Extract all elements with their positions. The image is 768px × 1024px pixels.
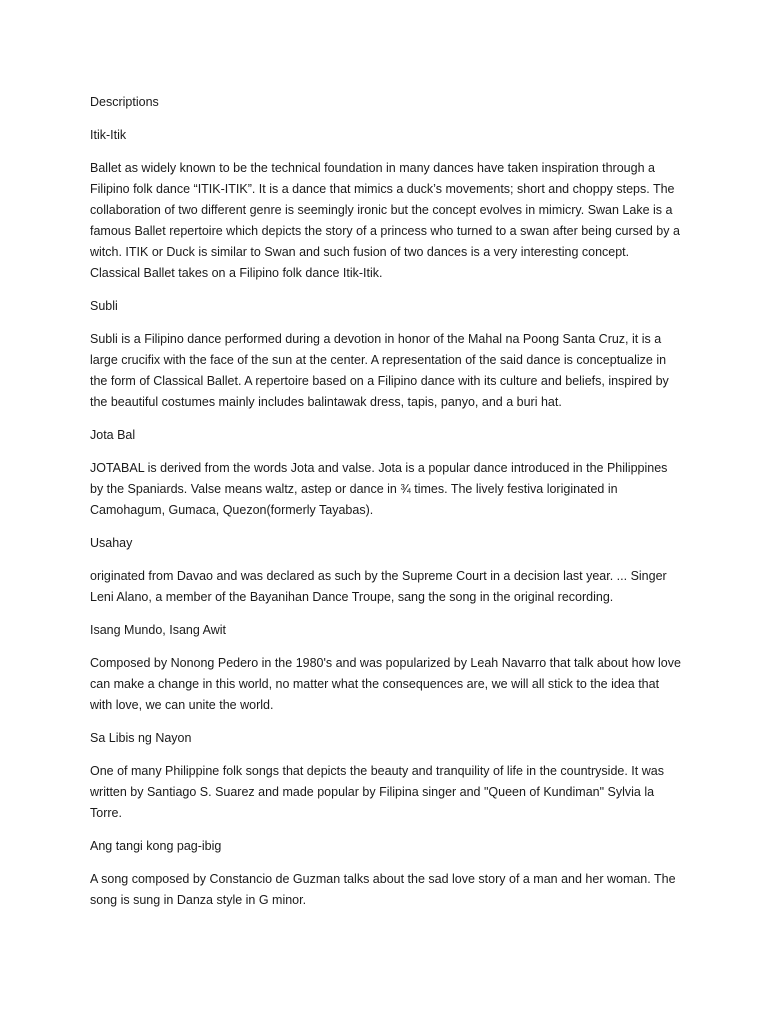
section-heading-usahay: Usahay — [90, 536, 133, 550]
section-body-sa-libis-ng-nayon: One of many Philippine folk songs that depicts the beauty and tranquility of life in the countryside. It was written by Santiago S. Suarez and made popular by Filipina singer and "Queen of Kundiman" Sylvia la Torre. — [90, 764, 664, 820]
section-heading-jota-bal: Jota Bal — [90, 428, 136, 442]
section-heading-subli: Subli — [90, 299, 118, 313]
section-body-jota-bal: JOTABAL is derived from the words Jota and valse. Jota is a popular dance introduced in the Philippines by the Spaniards. Valse means waltz, astep or dance in ¾ times. The lively festiva loriginated in Camohagum, Gumaca, Quezon(formerly Tayabas). — [90, 461, 668, 517]
document-page — [90, 92, 682, 923]
section-heading-ang-tangi-kong-pag-ibig: Ang tangi kong pag-ibig — [90, 839, 222, 853]
section-heading-itik-itik: Itik-Itik — [90, 128, 127, 142]
document-title: Descriptions — [90, 95, 159, 109]
section-body-isang-mundo: Composed by Nonong Pedero in the 1980's and was popularized by Leah Navarro that talk about how love can make a change in this world, no matter what the consequences are, we will all stick to the idea that with love, we can unite the world. — [90, 656, 681, 712]
section-body-itik-itik: Ballet as widely known to be the technical foundation in many dances have taken inspiration through a Filipino folk dance “ITIK-ITIK”. It is a dance that mimics a duck’s movements; short and choppy steps. The collaboration of two different genre is seemingly ironic but the concept evolves in mimicry. Swan Lake is a famous Ballet repertoire which depicts the story of a princess who turned to a swan after being cursed by a witch. ITIK or Duck is similar to Swan and such fusion of two dances is a very interesting concept. Classical Ballet takes on a Filipino folk dance Itik-Itik. — [90, 161, 680, 280]
section-body-ang-tangi-kong-pag-ibig: A song composed by Constancio de Guzman talks about the sad love story of a man and her woman. The song is sung in Danza style in G minor. — [90, 872, 676, 907]
section-heading-sa-libis-ng-nayon: Sa Libis ng Nayon — [90, 731, 192, 745]
section-body-usahay: originated from Davao and was declared as such by the Supreme Court in a decision last year. ... Singer Leni Alano, a member of the Bayanihan Dance Troupe, sang the song in the original recording. — [90, 569, 667, 604]
section-heading-isang-mundo: Isang Mundo, Isang Awit — [90, 623, 226, 637]
section-body-subli: Subli is a Filipino dance performed during a devotion in honor of the Mahal na Poong Santa Cruz, it is a large crucifix with the face of the sun at the center. A representation of the said dance is conceptualize in the form of Classical Ballet. A repertoire based on a Filipino dance with its culture and beliefs, inspired by the beautiful costumes mainly includes balintawak dress, tapis, panyo, and a buri hat. — [90, 332, 669, 409]
